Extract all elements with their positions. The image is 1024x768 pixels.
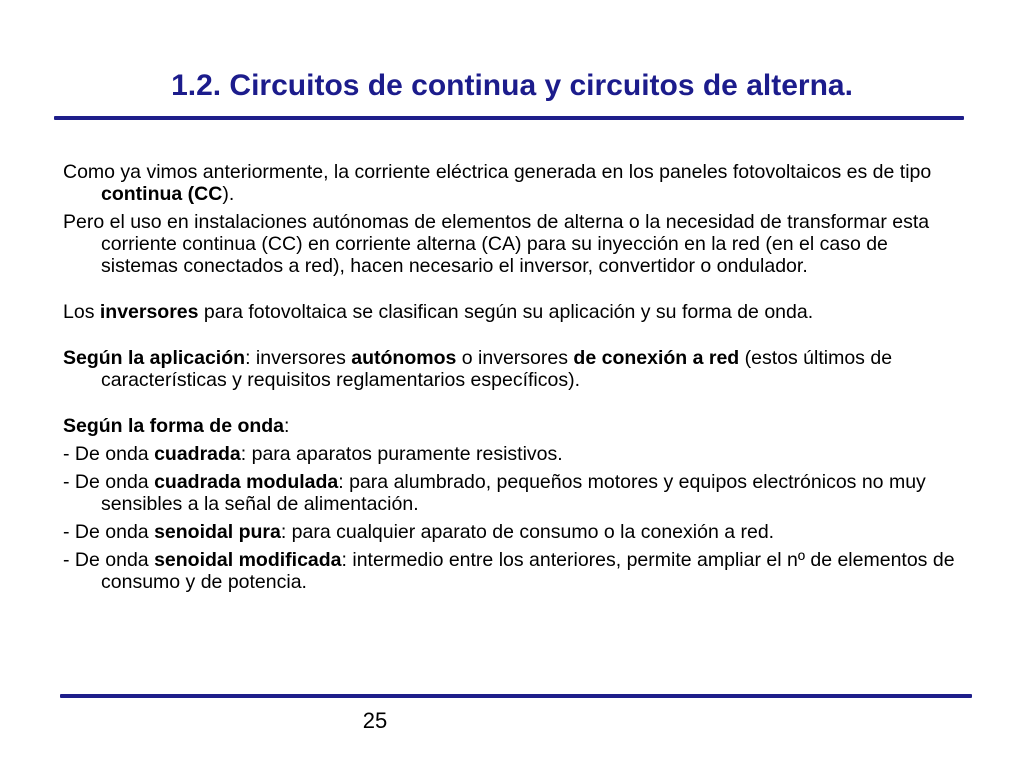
bold-span: senoidal modificada [154, 549, 342, 571]
text-span: Como ya vimos anteriormente, la corriente eléctrica generada en los paneles fotovoltaicos es de tipo [63, 161, 932, 183]
text-span: - De onda [63, 471, 155, 493]
bold-span: Según la aplicación [63, 347, 246, 369]
paragraph-inverter-need [63, 211, 968, 277]
bold-span: Según la forma de onda [63, 415, 285, 437]
text-span: ). [222, 183, 235, 205]
text-span: Los [63, 301, 100, 323]
list-item-square-wave [63, 443, 968, 465]
bold-span: inversores [99, 301, 199, 323]
text-span: : [284, 415, 290, 437]
text-span: - De onda [63, 443, 155, 465]
slide-body [63, 161, 968, 593]
text-span: - De onda [63, 549, 155, 571]
text-span: : para alumbrado, pequeños motores y equipos electrónicos no muy sensibles a la señal de alimentación. [101, 471, 926, 515]
text-span: Pero el uso en instalaciones autónomas de elementos de alterna o la necesidad de transformar esta corriente continua (CC) en corriente alterna (CA) para su inyección en la red (en el caso de sistemas conectados a red), hacen necesario el inversor, convertidor o ondulador. [63, 211, 930, 277]
paragraph-inverter-classification [63, 301, 968, 323]
list-item-pure-sine-wave [63, 521, 968, 543]
text-span: para fotovoltaica se clasifican según su aplicación y su forma de onda. [198, 301, 814, 323]
text-span: : intermedio entre los anteriores, permite ampliar el nº de elementos de consumo y de potencia. [101, 549, 955, 593]
text-span: : inversores [245, 347, 352, 369]
bold-span: cuadrada modulada [154, 471, 339, 493]
bold-span: de conexión a red [573, 347, 740, 369]
bold-span: cuadrada [154, 443, 241, 465]
page-number: 25 [362, 708, 388, 733]
footer-divider [60, 694, 972, 698]
text-span: (estos últimos de características y requisitos reglamentarios específicos). [101, 347, 893, 391]
text-span: : para aparatos puramente resistivos. [240, 443, 563, 465]
paragraph-by-waveform [63, 415, 968, 437]
text-span: - De onda [63, 521, 155, 543]
text-span: o inversores [456, 347, 574, 369]
bold-span: continua (CC [101, 183, 223, 205]
paragraph-by-application [63, 347, 968, 391]
list-item-modulated-square-wave [63, 471, 968, 515]
bold-span: senoidal pura [154, 521, 281, 543]
text-span: : para cualquier aparato de consumo o la conexión a red. [280, 521, 775, 543]
slide-title: 1.2. Circuitos de continua y circuitos de alterna. [171, 69, 853, 102]
title-divider [54, 116, 964, 120]
bold-span: autónomos [351, 347, 457, 369]
list-item-modified-sine-wave [63, 549, 968, 593]
paragraph-dc-generation [63, 161, 968, 205]
